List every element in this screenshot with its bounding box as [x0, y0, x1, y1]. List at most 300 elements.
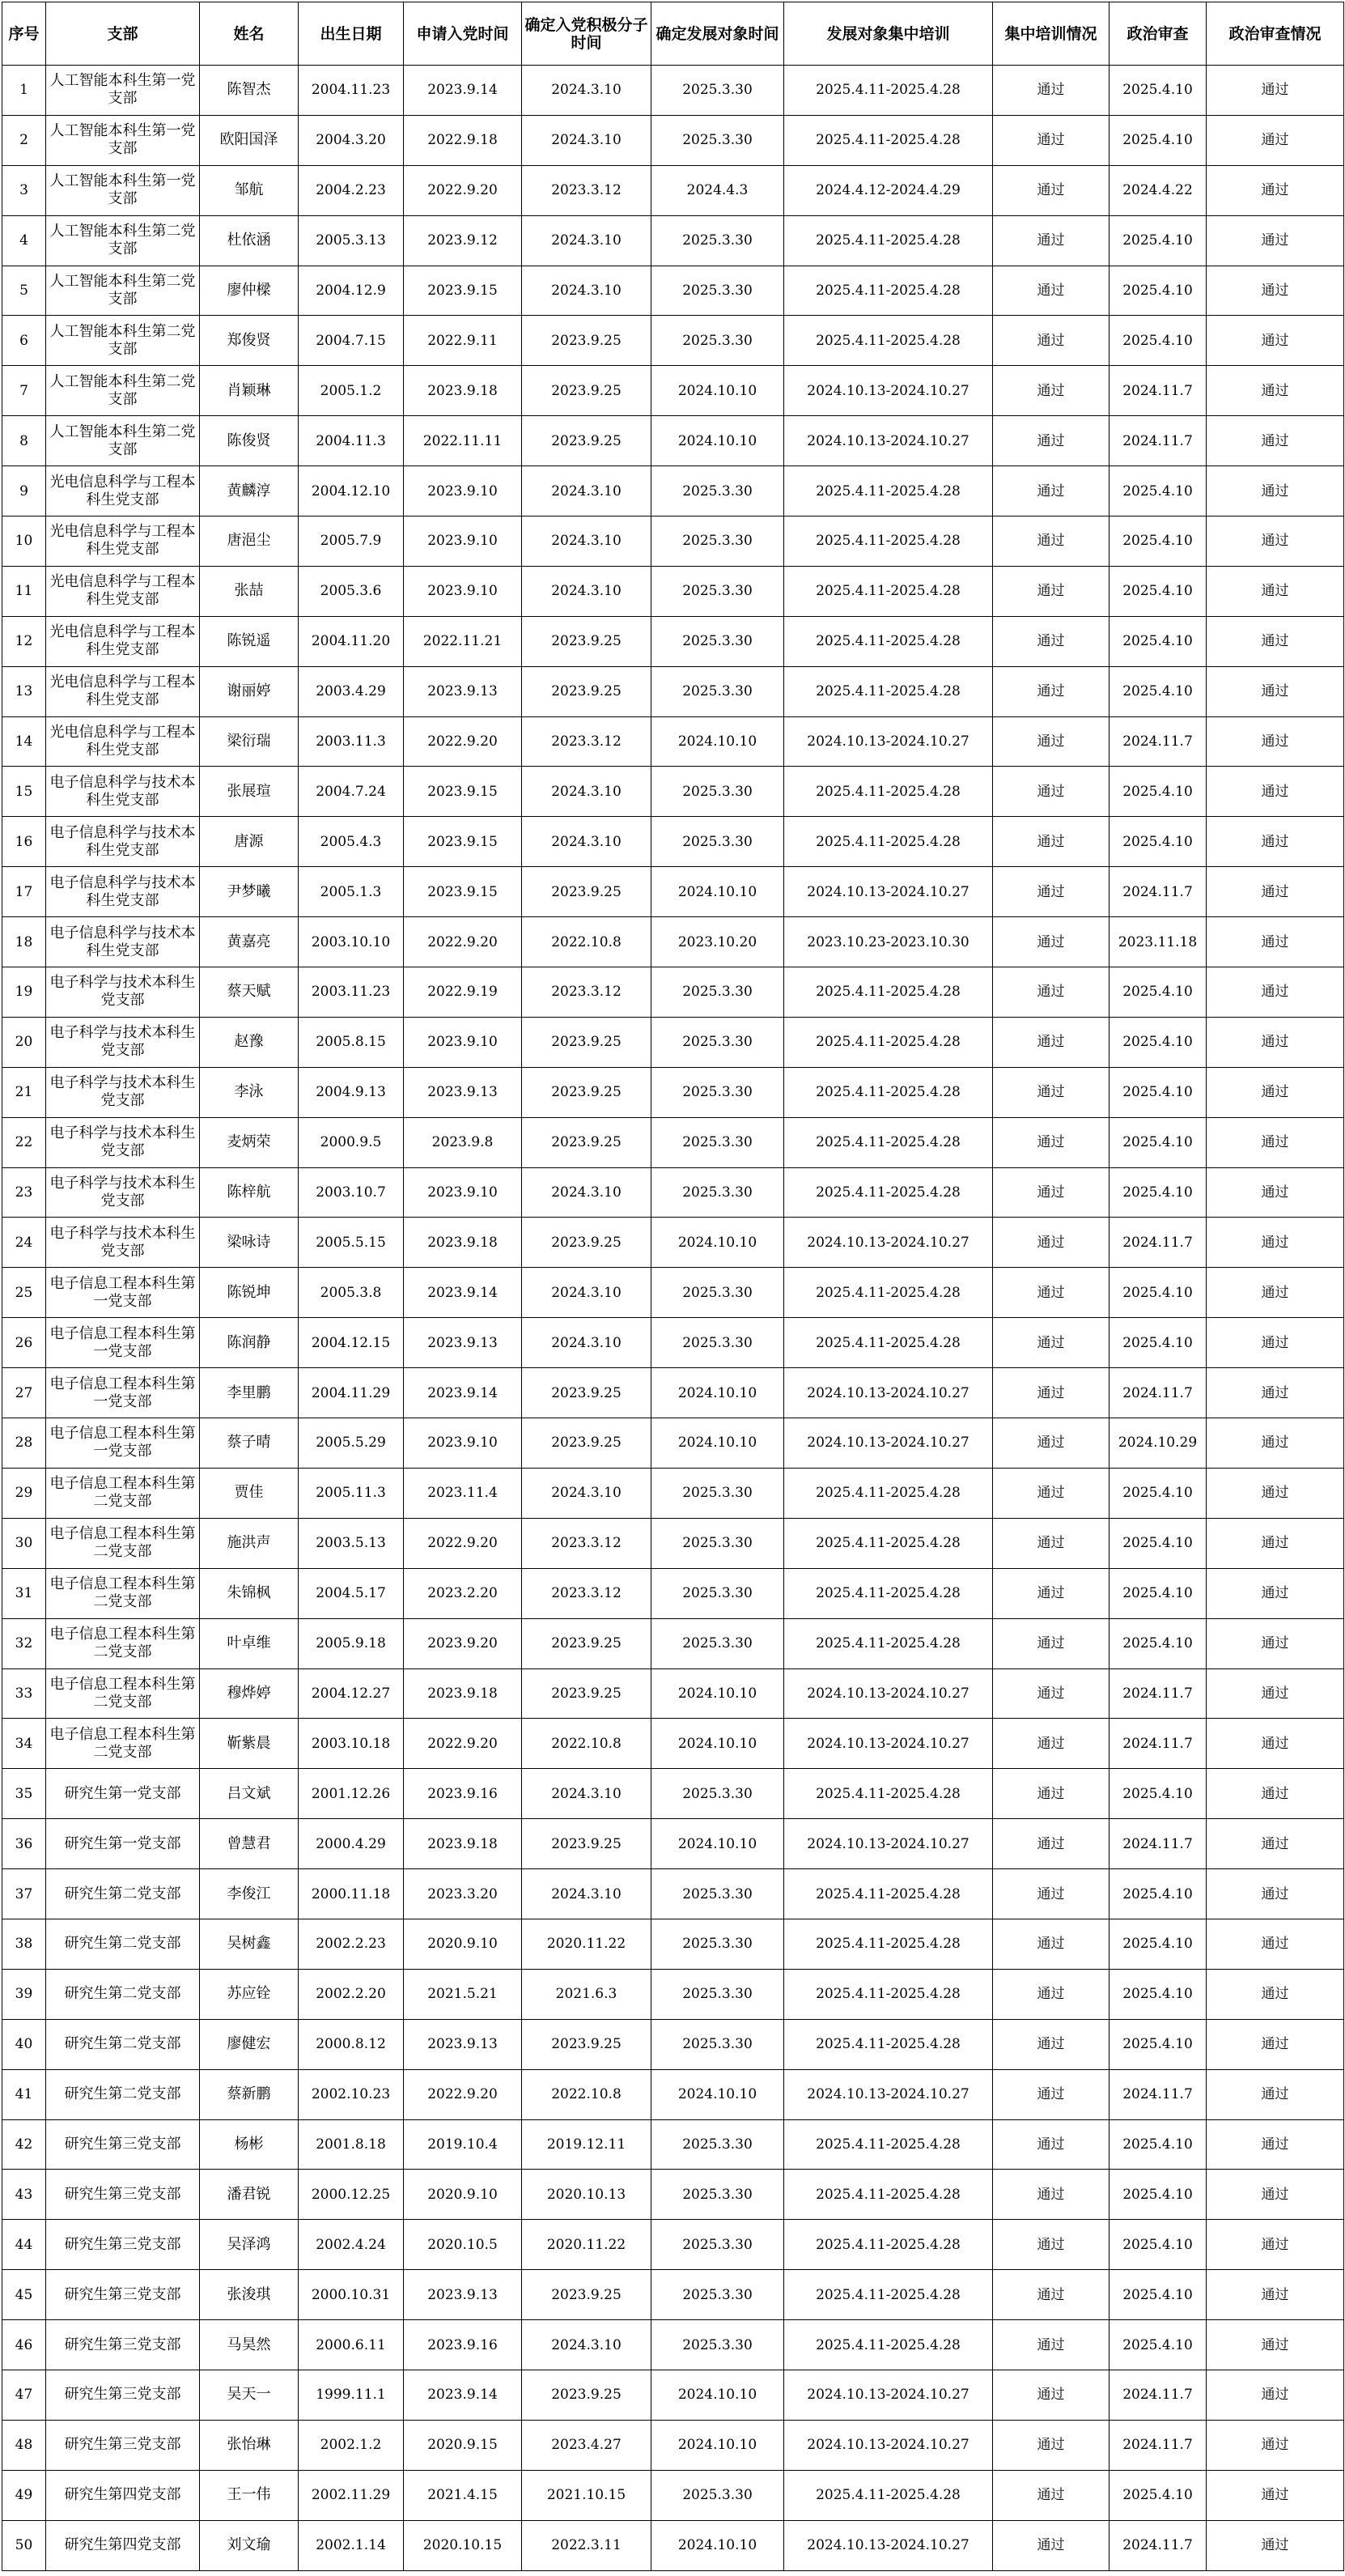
cell-name: 李里鹏: [200, 1368, 299, 1418]
cell-political-review: 2023.11.18: [1110, 917, 1207, 967]
cell-review-result: 通过: [1207, 1167, 1344, 1218]
cell-application-date: 2020.9.10: [404, 2170, 522, 2220]
cell-training-period: 2025.4.11-2025.4.28: [784, 1618, 993, 1668]
cell-branch: 电子信息科学与技术本科生党支部: [46, 917, 200, 967]
cell-application-date: 2021.4.15: [404, 2470, 522, 2520]
cell-activist-date: 2024.3.10: [522, 215, 651, 266]
cell-application-date: 2023.9.16: [404, 1769, 522, 1819]
cell-development-target-date: 2025.3.30: [651, 817, 784, 867]
cell-index: 9: [2, 466, 46, 516]
cell-name: 欧阳国泽: [200, 115, 299, 165]
cell-political-review: 2025.4.10: [1110, 1117, 1207, 1167]
cell-political-review: 2024.11.7: [1110, 1668, 1207, 1719]
cell-training-period: 2024.10.13-2024.10.27: [784, 2420, 993, 2470]
header-cell-birth-date: 出生日期: [299, 2, 404, 66]
table-row: [2, 566, 1344, 616]
cell-training-period: 2025.4.11-2025.4.28: [784, 266, 993, 316]
cell-review-result: 通过: [1207, 967, 1344, 1018]
cell-training-period: 2024.10.13-2024.10.27: [784, 2370, 993, 2420]
cell-training-result: 通过: [993, 867, 1110, 917]
cell-index: 26: [2, 1318, 46, 1368]
cell-political-review: 2025.4.10: [1110, 1769, 1207, 1819]
cell-training-result: 通过: [993, 666, 1110, 716]
cell-political-review: 2024.11.7: [1110, 2069, 1207, 2119]
cell-training-result: 通过: [993, 2170, 1110, 2220]
cell-development-target-date: 2025.3.30: [651, 2220, 784, 2270]
header-cell-review-result: 政治审查情况: [1207, 2, 1344, 66]
cell-development-target-date: 2025.3.30: [651, 967, 784, 1018]
table-row: [2, 215, 1344, 266]
cell-review-result: 通过: [1207, 2069, 1344, 2119]
cell-review-result: 通过: [1207, 1618, 1344, 1668]
cell-branch: 研究生第三党支部: [46, 2170, 200, 2220]
cell-review-result: 通过: [1207, 2170, 1344, 2220]
cell-training-period: 2025.4.11-2025.4.28: [784, 616, 993, 666]
cell-training-period: 2025.4.11-2025.4.28: [784, 1568, 993, 1618]
cell-index: 50: [2, 2520, 46, 2570]
table-row: [2, 666, 1344, 716]
cell-activist-date: 2023.3.12: [522, 1518, 651, 1568]
cell-index: 38: [2, 1919, 46, 1969]
cell-political-review: 2024.11.7: [1110, 366, 1207, 416]
cell-name: 黄嘉亮: [200, 917, 299, 967]
table-row: [2, 616, 1344, 666]
cell-training-result: 通过: [993, 1318, 1110, 1368]
cell-political-review: 2025.4.10: [1110, 1969, 1207, 2019]
cell-training-period: 2025.4.11-2025.4.28: [784, 1769, 993, 1819]
cell-index: 22: [2, 1117, 46, 1167]
cell-name: 梁咏诗: [200, 1218, 299, 1268]
cell-birth-date: 2005.1.2: [299, 366, 404, 416]
cell-political-review: 2024.4.22: [1110, 165, 1207, 215]
cell-political-review: 2025.4.10: [1110, 1618, 1207, 1668]
cell-activist-date: 2023.9.25: [522, 1218, 651, 1268]
cell-index: 16: [2, 817, 46, 867]
cell-application-date: 2023.9.13: [404, 2019, 522, 2069]
cell-birth-date: 2004.12.15: [299, 1318, 404, 1368]
cell-index: 41: [2, 2069, 46, 2119]
table-row: [2, 1719, 1344, 1769]
cell-application-date: 2023.9.15: [404, 867, 522, 917]
cell-review-result: 通过: [1207, 616, 1344, 666]
cell-birth-date: 2003.10.10: [299, 917, 404, 967]
cell-political-review: 2024.11.7: [1110, 2370, 1207, 2420]
cell-birth-date: 2000.4.29: [299, 1819, 404, 1869]
cell-birth-date: 2003.11.3: [299, 716, 404, 767]
cell-name: 梁衍瑞: [200, 716, 299, 767]
cell-political-review: 2025.4.10: [1110, 1017, 1207, 1067]
cell-birth-date: 2002.10.23: [299, 2069, 404, 2119]
cell-training-result: 通过: [993, 66, 1110, 116]
cell-training-period: 2025.4.11-2025.4.28: [784, 1869, 993, 1919]
cell-political-review: 2025.4.10: [1110, 466, 1207, 516]
cell-name: 吴树鑫: [200, 1919, 299, 1969]
cell-review-result: 通过: [1207, 316, 1344, 366]
cell-political-review: 2024.11.7: [1110, 1719, 1207, 1769]
cell-activist-date: 2023.9.25: [522, 1017, 651, 1067]
cell-training-period: 2025.4.11-2025.4.28: [784, 316, 993, 366]
cell-name: 张浚琪: [200, 2270, 299, 2320]
cell-activist-date: 2020.10.13: [522, 2170, 651, 2220]
cell-training-result: 通过: [993, 2019, 1110, 2069]
cell-name: 叶卓维: [200, 1618, 299, 1668]
cell-application-date: 2020.9.15: [404, 2420, 522, 2470]
cell-application-date: 2022.9.20: [404, 1518, 522, 1568]
cell-training-period: 2024.10.13-2024.10.27: [784, 1368, 993, 1418]
cell-name: 麦炳荣: [200, 1117, 299, 1167]
cell-name: 靳紫晨: [200, 1719, 299, 1769]
cell-training-result: 通过: [993, 1017, 1110, 1067]
cell-branch: 人工智能本科生第一党支部: [46, 115, 200, 165]
cell-name: 王一伟: [200, 2470, 299, 2520]
cell-review-result: 通过: [1207, 416, 1344, 466]
cell-review-result: 通过: [1207, 2370, 1344, 2420]
cell-branch: 光电信息科学与工程本科生党支部: [46, 466, 200, 516]
cell-training-result: 通过: [993, 316, 1110, 366]
cell-political-review: 2024.11.7: [1110, 2520, 1207, 2570]
cell-application-date: 2022.9.20: [404, 1719, 522, 1769]
cell-branch: 人工智能本科生第二党支部: [46, 366, 200, 416]
cell-branch: 电子信息工程本科生第二党支部: [46, 1668, 200, 1719]
cell-activist-date: 2020.11.22: [522, 2220, 651, 2270]
cell-development-target-date: 2024.10.10: [651, 867, 784, 917]
cell-activist-date: 2022.3.11: [522, 2520, 651, 2570]
cell-application-date: 2023.3.20: [404, 1869, 522, 1919]
cell-index: 28: [2, 1418, 46, 1469]
cell-index: 27: [2, 1368, 46, 1418]
cell-training-period: 2025.4.11-2025.4.28: [784, 66, 993, 116]
cell-name: 邹航: [200, 165, 299, 215]
cell-branch: 电子科学与技术本科生党支部: [46, 1117, 200, 1167]
cell-birth-date: 2004.12.27: [299, 1668, 404, 1719]
cell-review-result: 通过: [1207, 466, 1344, 516]
cell-activist-date: 2024.3.10: [522, 1769, 651, 1819]
cell-birth-date: 2004.11.29: [299, 1368, 404, 1418]
cell-training-result: 通过: [993, 1468, 1110, 1518]
cell-branch: 人工智能本科生第一党支部: [46, 66, 200, 116]
cell-development-target-date: 2024.10.10: [651, 1218, 784, 1268]
cell-development-target-date: 2025.3.30: [651, 1318, 784, 1368]
cell-review-result: 通过: [1207, 2420, 1344, 2470]
table-row: [2, 1418, 1344, 1469]
cell-review-result: 通过: [1207, 1318, 1344, 1368]
table-row: [2, 2220, 1344, 2270]
cell-birth-date: 2001.12.26: [299, 1769, 404, 1819]
cell-review-result: 通过: [1207, 1117, 1344, 1167]
cell-development-target-date: 2025.3.30: [651, 1268, 784, 1318]
cell-training-result: 通过: [993, 2069, 1110, 2119]
cell-birth-date: 2005.3.8: [299, 1268, 404, 1318]
cell-birth-date: 2005.7.9: [299, 516, 404, 567]
cell-training-period: 2025.4.11-2025.4.28: [784, 516, 993, 567]
cell-name: 刘文瑜: [200, 2520, 299, 2570]
cell-review-result: 通过: [1207, 1969, 1344, 2019]
cell-birth-date: 2005.3.6: [299, 566, 404, 616]
cell-training-period: 2025.4.11-2025.4.28: [784, 1067, 993, 1117]
cell-application-date: 2022.9.20: [404, 2069, 522, 2119]
cell-review-result: 通过: [1207, 2019, 1344, 2069]
cell-activist-date: 2023.9.25: [522, 616, 651, 666]
cell-index: 45: [2, 2270, 46, 2320]
cell-training-result: 通过: [993, 1218, 1110, 1268]
cell-review-result: 通过: [1207, 215, 1344, 266]
cell-political-review: 2025.4.10: [1110, 616, 1207, 666]
cell-training-result: 通过: [993, 215, 1110, 266]
cell-name: 张喆: [200, 566, 299, 616]
cell-index: 47: [2, 2370, 46, 2420]
cell-branch: 电子信息工程本科生第一党支部: [46, 1318, 200, 1368]
cell-name: 马昊然: [200, 2320, 299, 2370]
cell-application-date: 2023.9.10: [404, 516, 522, 567]
cell-application-date: 2023.9.10: [404, 466, 522, 516]
table-row: [2, 2520, 1344, 2570]
cell-index: 5: [2, 266, 46, 316]
cell-training-period: 2024.10.13-2024.10.27: [784, 716, 993, 767]
cell-birth-date: 2004.11.3: [299, 416, 404, 466]
cell-training-result: 通过: [993, 716, 1110, 767]
cell-name: 郑俊贤: [200, 316, 299, 366]
cell-application-date: 2020.10.15: [404, 2520, 522, 2570]
cell-political-review: 2025.4.10: [1110, 1518, 1207, 1568]
table-row: [2, 266, 1344, 316]
table-row: [2, 466, 1344, 516]
cell-training-result: 通过: [993, 516, 1110, 567]
cell-development-target-date: 2024.10.10: [651, 366, 784, 416]
cell-political-review: 2024.11.7: [1110, 1368, 1207, 1418]
header-cell-training-period: 发展对象集中培训: [784, 2, 993, 66]
cell-development-target-date: 2024.10.10: [651, 716, 784, 767]
cell-training-period: 2025.4.11-2025.4.28: [784, 666, 993, 716]
table-row: [2, 967, 1344, 1018]
cell-training-result: 通过: [993, 1668, 1110, 1719]
cell-political-review: 2025.4.10: [1110, 1318, 1207, 1368]
cell-index: 10: [2, 516, 46, 567]
cell-activist-date: 2023.9.25: [522, 867, 651, 917]
table-row: [2, 366, 1344, 416]
cell-name: 张怡琳: [200, 2420, 299, 2470]
cell-political-review: 2024.11.7: [1110, 2420, 1207, 2470]
cell-index: 36: [2, 1819, 46, 1869]
cell-training-result: 通过: [993, 1418, 1110, 1469]
cell-activist-date: 2023.9.25: [522, 2370, 651, 2420]
cell-index: 18: [2, 917, 46, 967]
cell-application-date: 2023.9.10: [404, 566, 522, 616]
cell-application-date: 2023.9.10: [404, 1017, 522, 1067]
cell-development-target-date: 2024.10.10: [651, 2520, 784, 2570]
cell-activist-date: 2024.3.10: [522, 817, 651, 867]
cell-review-result: 通过: [1207, 1719, 1344, 1769]
cell-branch: 电子信息工程本科生第二党支部: [46, 1468, 200, 1518]
cell-activist-date: 2023.9.25: [522, 366, 651, 416]
cell-political-review: 2025.4.10: [1110, 2220, 1207, 2270]
cell-birth-date: 2000.11.18: [299, 1869, 404, 1919]
cell-index: 42: [2, 2119, 46, 2170]
table-row: [2, 1869, 1344, 1919]
cell-branch: 光电信息科学与工程本科生党支部: [46, 716, 200, 767]
cell-application-date: 2021.5.21: [404, 1969, 522, 2019]
cell-birth-date: 2000.6.11: [299, 2320, 404, 2370]
cell-political-review: 2025.4.10: [1110, 2470, 1207, 2520]
cell-training-result: 通过: [993, 115, 1110, 165]
cell-index: 2: [2, 115, 46, 165]
header-cell-branch: 支部: [46, 2, 200, 66]
cell-name: 张展瑄: [200, 767, 299, 817]
cell-application-date: 2023.9.18: [404, 366, 522, 416]
cell-development-target-date: 2025.3.30: [651, 1017, 784, 1067]
cell-review-result: 通过: [1207, 2520, 1344, 2570]
cell-training-result: 通过: [993, 1117, 1110, 1167]
cell-branch: 电子科学与技术本科生党支部: [46, 967, 200, 1018]
cell-political-review: 2025.4.10: [1110, 215, 1207, 266]
cell-branch: 研究生第四党支部: [46, 2470, 200, 2520]
cell-review-result: 通过: [1207, 1819, 1344, 1869]
cell-branch: 电子科学与技术本科生党支部: [46, 1167, 200, 1218]
cell-review-result: 通过: [1207, 516, 1344, 567]
cell-political-review: 2025.4.10: [1110, 1468, 1207, 1518]
table-row: [2, 716, 1344, 767]
cell-index: 31: [2, 1568, 46, 1618]
cell-name: 吕文斌: [200, 1769, 299, 1819]
cell-development-target-date: 2025.3.30: [651, 2470, 784, 2520]
cell-application-date: 2020.10.5: [404, 2220, 522, 2270]
cell-training-period: 2023.10.23-2023.10.30: [784, 917, 993, 967]
cell-name: 廖仲樑: [200, 266, 299, 316]
cell-name: 朱锦枫: [200, 1568, 299, 1618]
cell-branch: 研究生第三党支部: [46, 2270, 200, 2320]
cell-training-period: 2025.4.11-2025.4.28: [784, 215, 993, 266]
table-row: [2, 917, 1344, 967]
cell-name: 赵豫: [200, 1017, 299, 1067]
cell-birth-date: 2005.11.3: [299, 1468, 404, 1518]
cell-activist-date: 2024.3.10: [522, 266, 651, 316]
cell-birth-date: 2004.5.17: [299, 1568, 404, 1618]
cell-development-target-date: 2025.3.30: [651, 316, 784, 366]
cell-index: 11: [2, 566, 46, 616]
cell-training-result: 通过: [993, 2270, 1110, 2320]
cell-development-target-date: 2025.3.30: [651, 1869, 784, 1919]
table-row: [2, 1568, 1344, 1618]
cell-training-period: 2025.4.11-2025.4.28: [784, 2119, 993, 2170]
cell-index: 20: [2, 1017, 46, 1067]
cell-activist-date: 2023.9.25: [522, 1819, 651, 1869]
header-cell-application-date: 申请入党时间: [404, 2, 522, 66]
cell-birth-date: 2004.11.23: [299, 66, 404, 116]
cell-application-date: 2022.9.20: [404, 917, 522, 967]
cell-branch: 电子信息工程本科生第一党支部: [46, 1268, 200, 1318]
cell-development-target-date: 2024.10.10: [651, 1819, 784, 1869]
cell-training-result: 通过: [993, 2119, 1110, 2170]
cell-political-review: 2025.4.10: [1110, 666, 1207, 716]
cell-development-target-date: 2025.3.30: [651, 516, 784, 567]
cell-training-result: 通过: [993, 817, 1110, 867]
cell-political-review: 2025.4.10: [1110, 2119, 1207, 2170]
cell-application-date: 2023.9.14: [404, 66, 522, 116]
cell-name: 唐源: [200, 817, 299, 867]
cell-political-review: 2025.4.10: [1110, 316, 1207, 366]
cell-training-result: 通过: [993, 917, 1110, 967]
cell-birth-date: 2005.4.3: [299, 817, 404, 867]
cell-application-date: 2023.9.14: [404, 1368, 522, 1418]
cell-index: 3: [2, 165, 46, 215]
cell-development-target-date: 2024.10.10: [651, 2370, 784, 2420]
cell-training-period: 2025.4.11-2025.4.28: [784, 1268, 993, 1318]
cell-index: 37: [2, 1869, 46, 1919]
cell-branch: 光电信息科学与工程本科生党支部: [46, 616, 200, 666]
cell-development-target-date: 2025.3.30: [651, 1117, 784, 1167]
cell-training-result: 通过: [993, 366, 1110, 416]
cell-name: 吴天一: [200, 2370, 299, 2420]
cell-application-date: 2023.9.18: [404, 1819, 522, 1869]
cell-activist-date: 2023.4.27: [522, 2420, 651, 2470]
cell-birth-date: 2000.10.31: [299, 2270, 404, 2320]
table-row: [2, 1318, 1344, 1368]
cell-application-date: 2020.9.10: [404, 1919, 522, 1969]
table-row: [2, 1067, 1344, 1117]
cell-application-date: 2023.9.14: [404, 2370, 522, 2420]
cell-name: 吴泽鸿: [200, 2220, 299, 2270]
cell-political-review: 2025.4.10: [1110, 967, 1207, 1018]
table-row: [2, 2119, 1344, 2170]
cell-branch: 研究生第一党支部: [46, 1819, 200, 1869]
cell-review-result: 通过: [1207, 366, 1344, 416]
cell-name: 杨彬: [200, 2119, 299, 2170]
cell-training-period: 2024.4.12-2024.4.29: [784, 165, 993, 215]
cell-branch: 光电信息科学与工程本科生党支部: [46, 566, 200, 616]
cell-review-result: 通过: [1207, 1017, 1344, 1067]
cell-development-target-date: 2025.3.30: [651, 215, 784, 266]
cell-training-period: 2025.4.11-2025.4.28: [784, 1468, 993, 1518]
cell-development-target-date: 2025.3.30: [651, 1618, 784, 1668]
table-row: [2, 767, 1344, 817]
cell-development-target-date: 2024.10.10: [651, 2420, 784, 2470]
cell-branch: 研究生第二党支部: [46, 1969, 200, 2019]
cell-branch: 研究生第二党支部: [46, 1869, 200, 1919]
cell-development-target-date: 2025.3.30: [651, 767, 784, 817]
cell-political-review: 2025.4.10: [1110, 2170, 1207, 2220]
cell-application-date: 2023.9.13: [404, 1067, 522, 1117]
cell-training-period: 2025.4.11-2025.4.28: [784, 2470, 993, 2520]
cell-review-result: 通过: [1207, 767, 1344, 817]
cell-training-result: 通过: [993, 1568, 1110, 1618]
cell-training-period: 2024.10.13-2024.10.27: [784, 2069, 993, 2119]
cell-political-review: 2024.11.7: [1110, 1218, 1207, 1268]
cell-index: 24: [2, 1218, 46, 1268]
header-cell-name: 姓名: [200, 2, 299, 66]
cell-review-result: 通过: [1207, 1518, 1344, 1568]
cell-name: 苏应铨: [200, 1969, 299, 2019]
header-row: [2, 2, 1344, 66]
cell-birth-date: 2003.10.7: [299, 1167, 404, 1218]
cell-activist-date: 2023.3.12: [522, 165, 651, 215]
cell-birth-date: 2000.8.12: [299, 2019, 404, 2069]
cell-training-period: 2024.10.13-2024.10.27: [784, 416, 993, 466]
cell-birth-date: 2005.9.18: [299, 1618, 404, 1668]
cell-training-result: 通过: [993, 1919, 1110, 1969]
cell-activist-date: 2022.10.8: [522, 917, 651, 967]
cell-review-result: 通过: [1207, 867, 1344, 917]
table-row: [2, 1218, 1344, 1268]
cell-branch: 研究生第三党支部: [46, 2320, 200, 2370]
cell-index: 15: [2, 767, 46, 817]
table-row: [2, 2019, 1344, 2069]
cell-application-date: 2023.11.4: [404, 1468, 522, 1518]
cell-activist-date: 2023.9.25: [522, 1067, 651, 1117]
cell-review-result: 通过: [1207, 2470, 1344, 2520]
cell-activist-date: 2023.3.12: [522, 716, 651, 767]
cell-political-review: 2025.4.10: [1110, 1268, 1207, 1318]
table-row: [2, 1618, 1344, 1668]
cell-application-date: 2023.9.18: [404, 1668, 522, 1719]
